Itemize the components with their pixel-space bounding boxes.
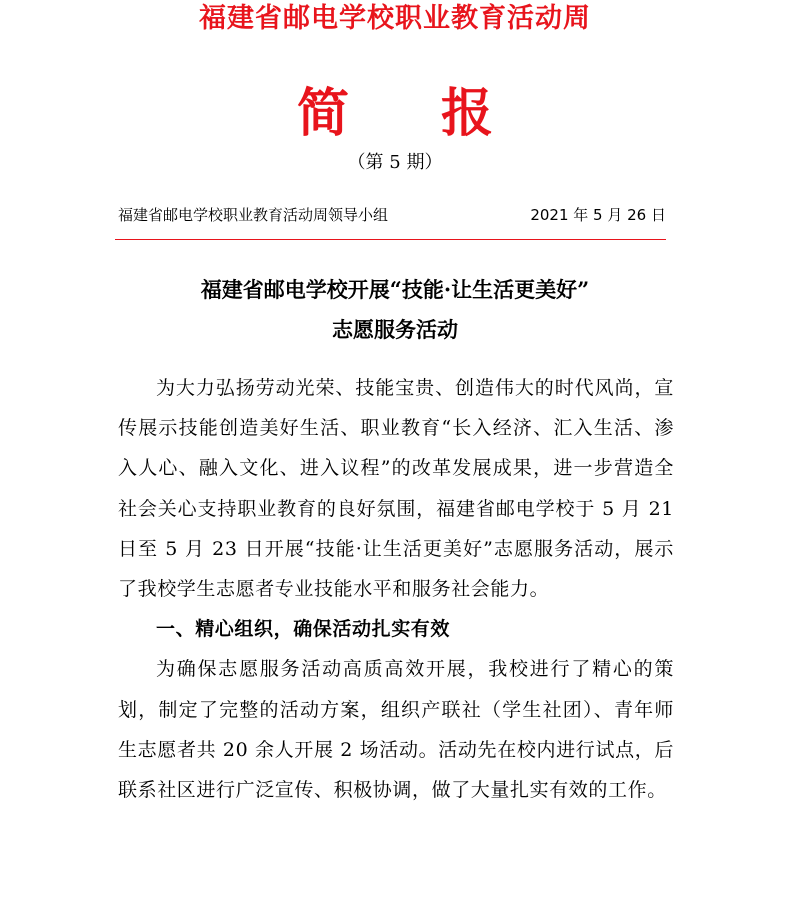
main-title-char-left: 简 bbox=[296, 83, 349, 144]
issuer-name: 福建省邮电学校职业教育活动周领导小组 bbox=[118, 206, 389, 224]
article-body bbox=[118, 368, 674, 810]
article-title-line1: 福建省邮电学校开展“技能·让生活更美好” bbox=[200, 277, 590, 302]
issue-date: 2021 年 5 月 26 日 bbox=[530, 206, 666, 224]
main-title-char-right: 报 bbox=[441, 83, 494, 144]
article-title-line2: 志愿服务活动 bbox=[332, 317, 458, 342]
header-divider bbox=[115, 239, 666, 240]
bulletin-meta-row bbox=[118, 203, 666, 227]
article-title bbox=[0, 270, 790, 350]
paragraph-section1: 为确保志愿服务活动高质高效开展，我校进行了精心的策划，制定了完整的活动方案，组织产联社（学生社团）、青年师生志愿者共 20 余人开展 2 场活动。活动先在校内进行试点，后联系社区进行广泛宣传、积极协调，做了大量扎实有效的工作。 bbox=[118, 658, 674, 802]
bulletin-org-title: 福建省邮电学校职业教育活动周 bbox=[199, 3, 591, 34]
paragraph-intro: 为大力弘扬劳动光荣、技能宝贵、创造伟大的时代风尚，宣传展示技能创造美好生活、职业教育“长入经济、汇入生活、渗入人心、融入文化、进入议程”的改革发展成果，进一步营造全社会关心支持职业教育的良好氛围，福建省邮电学校于 5 月 21 日至 5 月 23 日开展“技能·让生活更美好”志愿服务活动，展示了我校学生志愿者专业技能水平和服务社会能力。 bbox=[118, 377, 674, 601]
bulletin-main-title bbox=[0, 82, 790, 146]
issue-number: （第 5 期） bbox=[347, 152, 443, 173]
section-heading-1: 一、精心组织，确保活动扎实有效 bbox=[156, 618, 451, 641]
